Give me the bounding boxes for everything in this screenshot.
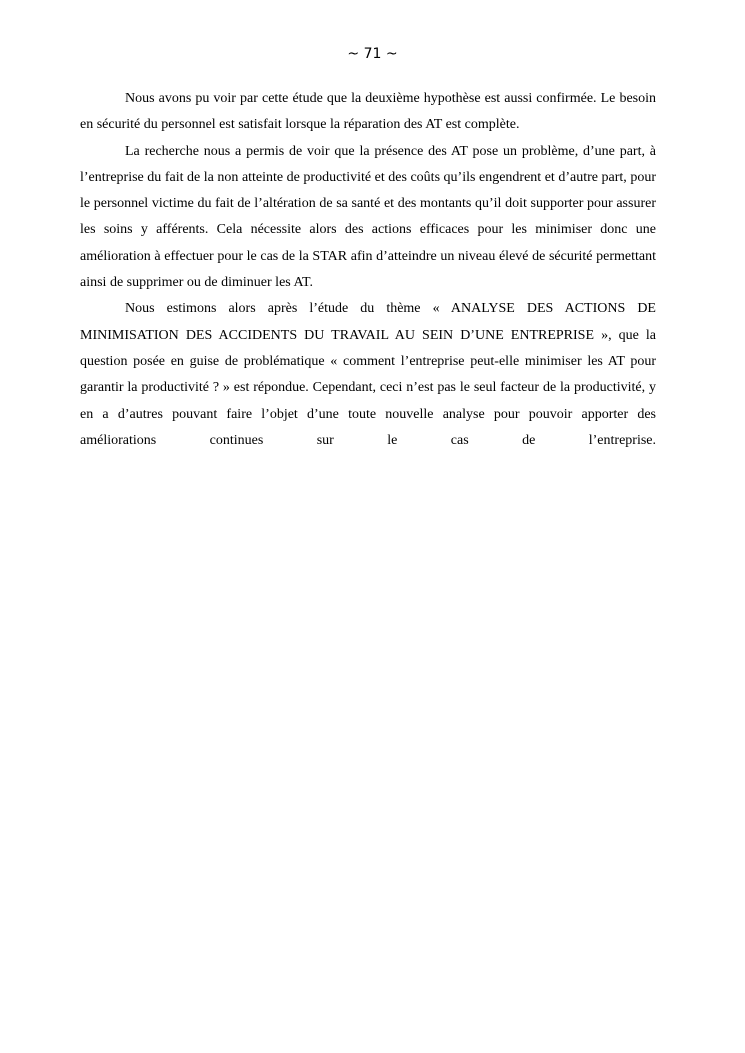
paragraph-hypothesis: Nous avons pu voir par cette étude que la deuxième hypothèse est aussi confirmée. Le besoin en sécurité du personnel est satisfait lorsque la réparation des AT est complète. bbox=[80, 91, 656, 133]
paragraph-conclusion: Nous estimons alors après l’étude du thème « ANALYSE DES ACTIONS DE MINIMISATION DES ACCIDENTS DU TRAVAIL AU SEIN D’UNE ENTREPRISE », que la question posée en guise de problématique « comment l’entreprise peut-elle minimiser les AT pour garantir la productivité ? » est répondue. Cependant, ceci n’est pas le seul facteur de la productivité, y en a d’autres pouvant faire l’objet d’une toute nouvelle analyse pour pouvoir apporter des améliorations continues sur le cas de l’entreprise. bbox=[80, 301, 656, 448]
paragraph-research: La recherche nous a permis de voir que la présence des AT pose un problème, d’une part, à l’entreprise du fait de la non atteinte de productivité et des coûts qu’ils engendrent et d’autre part, pour le personnel victime du fait de l’altération de sa santé et des montants qu’il doit supporter pour assurer les soins y afférents. Cela nécessite alors des actions efficaces pour les minimiser donc une amélioration à effectuer pour le cas de la STAR afin d’atteindre un niveau élevé de sécurité permettant ainsi de supprimer ou de diminuer les AT. bbox=[80, 143, 656, 291]
page-number: ~ 71 ~ bbox=[347, 46, 398, 62]
body-text bbox=[80, 86, 656, 454]
